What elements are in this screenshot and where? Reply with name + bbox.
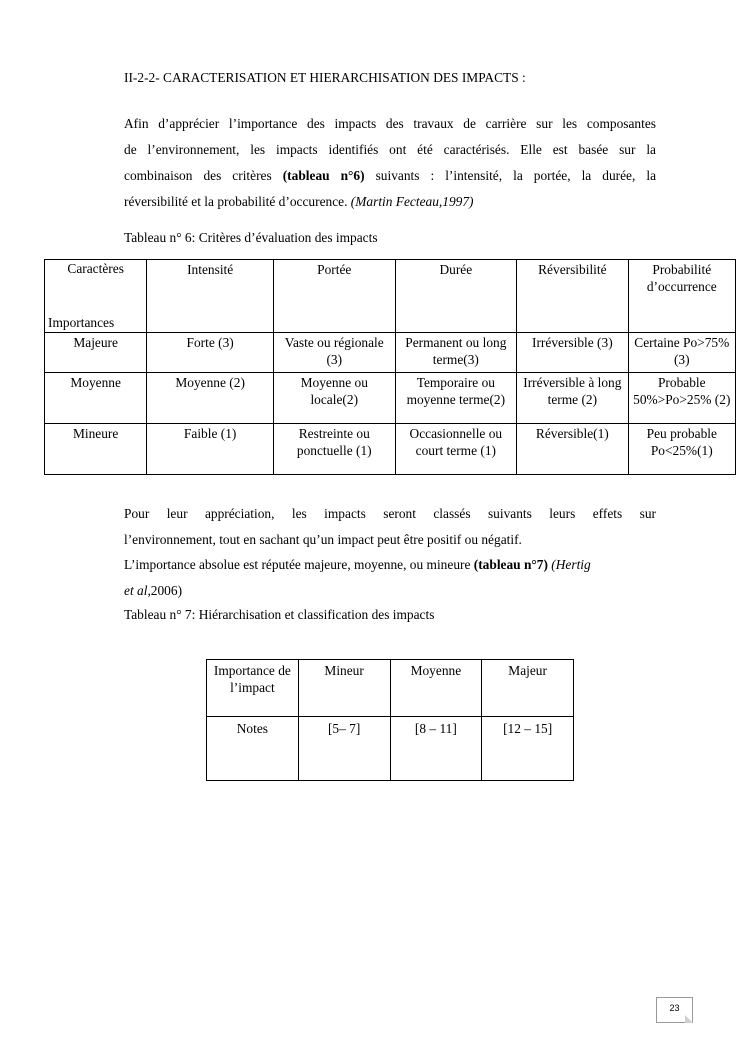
table-header-row — [207, 660, 574, 717]
header-cell: Durée — [395, 260, 517, 333]
paragraph-line: Pour leur appréciation, les impacts seront classés suivants leurs effets sur — [124, 506, 656, 521]
table-cell: Moyenne (2) — [147, 373, 274, 424]
table6-caption: Tableau n° 6: Critères d’évaluation des impacts — [124, 230, 378, 245]
header-cell: Intensité — [147, 260, 274, 333]
table-row — [45, 373, 736, 424]
row-label: Moyenne — [45, 373, 147, 424]
intro-line: Afin d’apprécier l’importance des impacts des travaux de carrière sur les composantes — [124, 116, 656, 131]
table-cell: Permanent ou long terme(3) — [395, 333, 517, 373]
table-cell: Irréversible à long terme (2) — [517, 373, 628, 424]
corner-bottom-label: Importances — [48, 315, 115, 330]
table-row — [45, 333, 736, 373]
corner-top-label: Caractères — [67, 261, 124, 276]
table-cell: Certaine Po>75% (3) — [628, 333, 735, 373]
classification-table — [206, 659, 574, 781]
intro-line: combinaison des critères (tableau n°6) suivants : l’intensité, la portée, la durée, la — [124, 168, 657, 183]
citation: (Hertig — [547, 557, 591, 572]
table7-caption: Tableau n° 7: Hiérarchisation et classification des impacts — [124, 607, 435, 622]
row-label: Mineure — [45, 424, 147, 475]
page-number — [656, 997, 693, 1023]
citation: (Martin Fecteau,1997) — [350, 194, 474, 209]
table-cell: Restreinte ou ponctuelle (1) — [273, 424, 395, 475]
table-cell: Moyenne ou locale(2) — [273, 373, 395, 424]
header-cell: Portée — [273, 260, 395, 333]
table-header-row — [45, 260, 736, 333]
paragraph-line: et al,2006) — [124, 582, 183, 598]
header-cell: Mineur — [298, 660, 390, 717]
table-cell: [5– 7] — [298, 717, 390, 781]
page-number-label: 23 — [669, 1003, 680, 1013]
table-cell: Peu probable Po<25%(1) — [628, 424, 735, 475]
table-row — [207, 717, 574, 781]
table-cell: Réversible(1) — [517, 424, 628, 475]
intro-paragraph — [124, 111, 656, 215]
table-row — [45, 424, 736, 475]
row-label: Majeure — [45, 333, 147, 373]
table-cell: Faible (1) — [147, 424, 274, 475]
intro-line: de l’environnement, les impacts identifiés ont été caractérisés. Elle est basée sur la — [124, 142, 656, 157]
criteria-table — [44, 259, 736, 475]
table-reference: (tableau n°7) — [473, 557, 548, 572]
table-cell: Forte (3) — [147, 333, 274, 373]
table-cell: [12 – 15] — [482, 717, 574, 781]
header-cell: Probabilité d’occurrence — [628, 260, 735, 333]
section-heading: II-2-2- CARACTERISATION ET HIERARCHISATION DES IMPACTS : — [124, 70, 526, 85]
table-cell: Occasionnelle ou court terme (1) — [395, 424, 517, 475]
classification-paragraph — [124, 501, 656, 603]
header-cell: Moyenne — [390, 660, 482, 717]
table-cell: Probable 50%>Po>25% (2) — [628, 373, 735, 424]
header-cell: Importance de l’impact — [207, 660, 299, 717]
page-fold-icon — [685, 1015, 693, 1023]
citation: et al — [124, 582, 148, 598]
table-cell: Irréversible (3) — [517, 333, 628, 373]
table-cell: [8 – 11] — [390, 717, 482, 781]
paragraph-line: L’importance absolue est réputée majeure, moyenne, ou mineure (tableau n°7) (Hertig — [124, 557, 591, 572]
header-cell: Majeur — [482, 660, 574, 717]
paragraph-line: l’environnement, tout en sachant qu’un impact peut être positif ou négatif. — [124, 531, 522, 547]
table-reference: (tableau n°6) — [282, 168, 365, 183]
header-cell: Réversibilité — [517, 260, 628, 333]
table-cell: Temporaire ou moyenne terme(2) — [395, 373, 517, 424]
corner-cell — [45, 260, 147, 333]
intro-line: réversibilité et la probabilité d’occurence. (Martin Fecteau,1997) — [124, 194, 474, 209]
table-cell: Vaste ou régionale (3) — [273, 333, 395, 373]
table-cell: Notes — [207, 717, 299, 781]
